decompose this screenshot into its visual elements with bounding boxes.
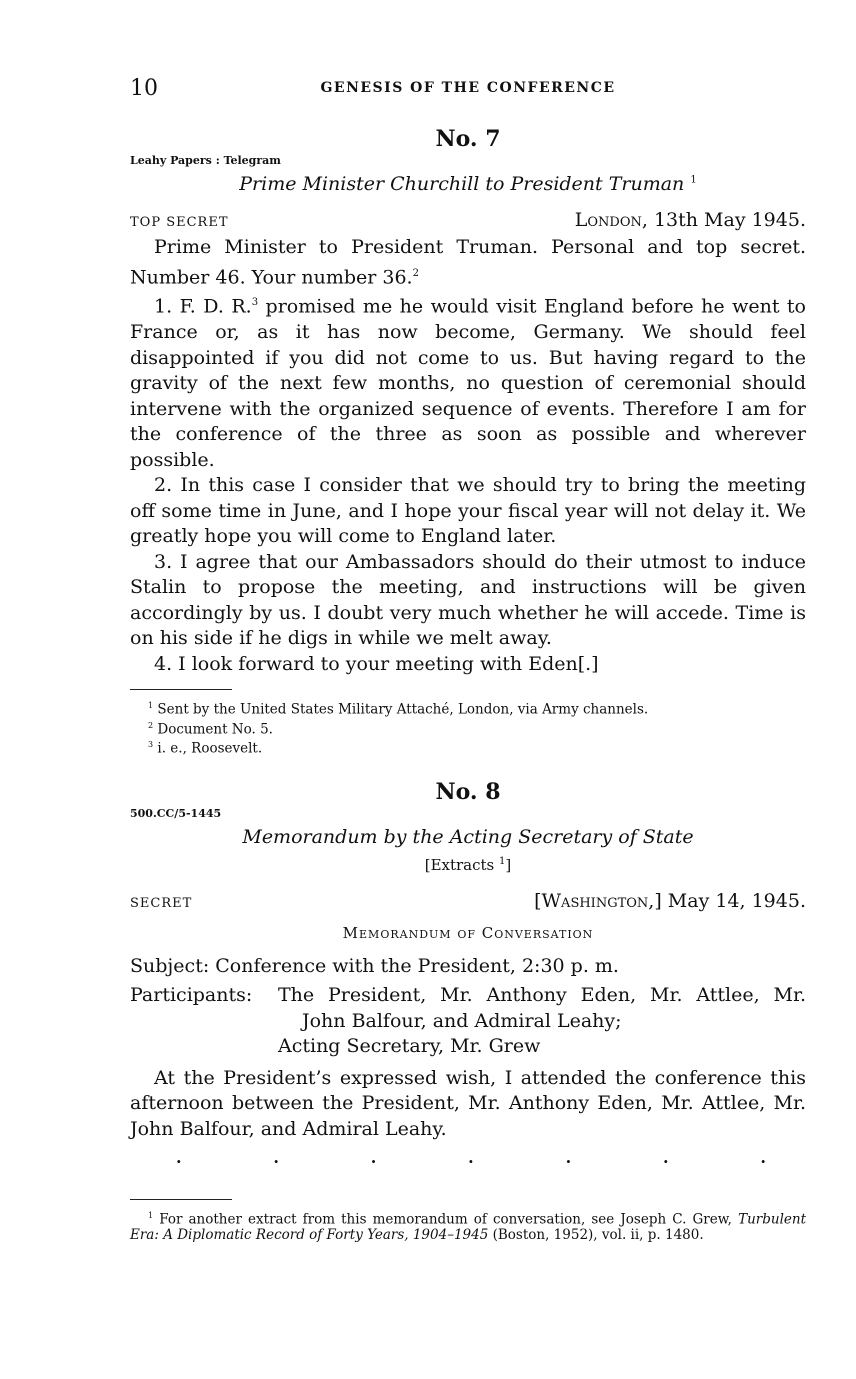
participants-label: Participants: bbox=[130, 984, 253, 1007]
doc8-number: No. 8 bbox=[435, 778, 501, 805]
extracts-close: ] bbox=[505, 855, 512, 874]
running-header bbox=[130, 70, 806, 104]
doc7-date-place: London, bbox=[574, 209, 648, 231]
doc7-title-footnote-mark: 1 bbox=[690, 174, 697, 186]
footnote-text: Document No. 5. bbox=[153, 721, 273, 738]
ellipsis-dot: · bbox=[662, 1152, 669, 1172]
doc8-paragraph-1: At the President’s expressed wish, I attended the conference this afternoon between the President, Mr. Anthony Eden, Mr. Attlee, Mr. John Balfour, and Admiral Leahy. bbox=[130, 1066, 806, 1140]
doc7-para0-text: Prime Minister to President Truman. Personal and top secret. Number 46. Your number 36. bbox=[130, 236, 806, 288]
footnote-mark: 2 bbox=[148, 720, 154, 730]
doc7-footnote-1 bbox=[130, 698, 806, 718]
doc7-para1-rest: promised me he would visit England before he went to France or, as it has now become, Germany. We should feel disappointed if you did not come to us. But having regard to the gravity of the next few months, no question of ceremonial should intervene with the organized sequence of events. Therefore I am for the conference of the three as soon as possible and wherever possible. bbox=[130, 295, 806, 471]
doc7-source: Leahy Papers : Telegram bbox=[130, 154, 281, 167]
doc7-classification: TOP SECRET bbox=[130, 215, 229, 230]
doc8-classification-line bbox=[130, 890, 806, 912]
participants-line-1: The President, Mr. Anthony Eden, Mr. Attlee, Mr. bbox=[278, 984, 806, 1007]
doc8-extracts-note bbox=[130, 856, 806, 874]
footnote-book-title: Turbulent Era: A Diplomatic Record of Forty Years, 1904–1945 bbox=[130, 1211, 806, 1243]
footnote-mark: 3 bbox=[148, 740, 154, 750]
doc7-title-text: Prime Minister Churchill to President Truman bbox=[239, 173, 685, 195]
doc7-classification-line bbox=[130, 209, 806, 231]
doc8-ellipsis bbox=[130, 1142, 806, 1171]
doc7-footnote-2 bbox=[130, 718, 806, 738]
doc8-date-place: [Washington,] bbox=[534, 889, 662, 912]
footnote-text-start: For another extract from this memorandum of conversation, see Joseph C. Grew, bbox=[153, 1211, 739, 1228]
extracts-footnote-mark: 1 bbox=[499, 855, 506, 867]
doc7-paragraph-4: 4. I look forward to your meeting with Eden[.] bbox=[154, 652, 599, 675]
page-number: 10 bbox=[130, 76, 158, 101]
doc7-paragraph-1 bbox=[130, 290, 806, 473]
doc7-date: 13th May 1945. bbox=[653, 209, 806, 231]
doc8-participants bbox=[130, 983, 806, 1060]
doc7-paragraph-3: 3. I agree that our Ambassadors should do their utmost to induce Stalin to propose the meeting, and instructions will be given accordingly by us. I doubt very much whether he will accede. Time is on his side if he digs in while we melt away. bbox=[130, 550, 806, 650]
ellipsis-dot: · bbox=[468, 1152, 474, 1172]
doc8-classification: SECRET bbox=[130, 895, 193, 911]
doc8-memo-heading: Memorandum of Conversation bbox=[342, 923, 594, 942]
participants-line-3: Acting Secretary, Mr. Grew bbox=[278, 1035, 541, 1058]
doc8-date: May 14, 1945. bbox=[667, 889, 806, 912]
doc7-paragraph-0 bbox=[130, 235, 806, 290]
ellipsis-dot: · bbox=[176, 1152, 182, 1172]
running-title: GENESIS OF THE CONFERENCE bbox=[320, 80, 616, 96]
extracts-label: [Extracts bbox=[424, 855, 495, 874]
ellipsis-dot: · bbox=[565, 1152, 572, 1172]
doc7-para1-start: 1. F. D. R. bbox=[154, 295, 252, 318]
doc7-footnote-rule bbox=[130, 689, 232, 690]
footnote-mark: 1 bbox=[148, 1211, 154, 1221]
ellipsis-dot: · bbox=[760, 1152, 766, 1172]
footnote-text-end: (Boston, 1952), vol. ii, p. 1480. bbox=[488, 1226, 704, 1243]
doc8-footnote-rule bbox=[130, 1199, 232, 1200]
footnote-text: Sent by the United States Military Attaché, London, via Army channels. bbox=[153, 701, 649, 718]
doc8-source: 500.CC/5-1445 bbox=[130, 806, 222, 820]
footnote-text: i. e., Roosevelt. bbox=[153, 740, 263, 757]
footnote-mark: 1 bbox=[148, 701, 154, 711]
participants-list bbox=[278, 983, 806, 1060]
doc8-footnote-1 bbox=[130, 1208, 806, 1243]
doc7-para0-footnote-mark: 2 bbox=[412, 267, 419, 279]
doc7-number: No. 7 bbox=[435, 126, 501, 152]
doc7-dateline bbox=[575, 209, 806, 231]
ellipsis-dot: · bbox=[370, 1152, 377, 1172]
doc8-subject: Subject: Conference with the President, 2:30 p. m. bbox=[130, 954, 619, 977]
doc7-title bbox=[130, 173, 806, 195]
doc7-footnote-3 bbox=[130, 737, 806, 757]
participants-line-2: John Balfour, and Admiral Leahy; bbox=[302, 1009, 622, 1032]
ellipsis-dot: · bbox=[273, 1152, 279, 1172]
doc7-para1-footnote-mark: 3 bbox=[251, 297, 259, 309]
doc7-paragraph-2: 2. In this case I consider that we should try to bring the meeting off some time in June, and I hope your fiscal year will not delay it. We greatly hope you will come to England later. bbox=[130, 474, 806, 548]
doc8-title: Memorandum by the Acting Secretary of State bbox=[242, 825, 694, 848]
document-page bbox=[130, 70, 806, 1243]
doc8-dateline bbox=[534, 890, 806, 912]
